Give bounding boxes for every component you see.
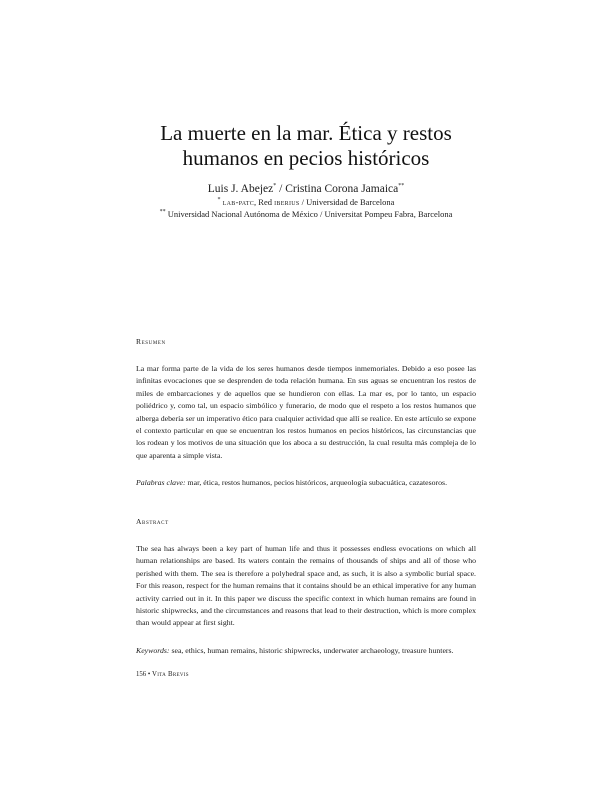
- affiliation-rest: , Red: [254, 197, 275, 207]
- footer-separator: •: [146, 671, 152, 678]
- affiliation-mark-2: **: [159, 209, 166, 216]
- keywords-label-es: Palabras clave:: [136, 478, 186, 487]
- abstract-body: The sea has always been a key part of human life and thus it possesses endless evocations on which all human relationships are based. Its waters contain the remains of thousands of ships and all of those who perished with them. The sea is therefore a polyhedral space and, as such, it is also a symbolic burial space. For this reason, respect for the human remains that it contains should be an ethical imperative for any human activity carried out in it. In this paper we discuss the specific context in which human remains are found in historic shipwrecks, and the circumstances and reasons that lead to their destruction, which is more complex than would appear at first sight.: [136, 544, 476, 628]
- author-line: [100, 182, 512, 196]
- article-title: [100, 121, 512, 171]
- affiliation-network: iberius: [274, 197, 300, 207]
- resumen-body: La mar forma parte de la vida de los seres humanos desde tiempos inmemoriales. Debido a eso posee las infinitas evocaciones que se desprenden de toda relación humana. En sus aguas se encuentran los restos de miles de embarcaciones y de aquellos que se hundieron con ellas. La mar es, por lo tanto, un espacio poliédrico y, como tal, un espacio simbólico y funerario, de modo que el respeto a los restos humanos que alberga debería ser un imperativo ético para cualquier actividad que allí se realice. En este artículo se expone el contexto particular en que se encuentran los restos humanos en pecios históricos, las circunstancias que los rodean y los motivos de una situación que los aboca a su destrucción, la cual resulta más compleja de lo que aparenta a simple vista.: [136, 364, 476, 460]
- author-name-1: Luis J. Abejez: [207, 183, 274, 195]
- affiliation-2-text: Universidad Nacional Autónoma de México / Universitat Pompeu Fabra, Barcelona: [167, 209, 453, 219]
- author-name-2: Cristina Corona Jamaica: [285, 183, 399, 195]
- author-mark-2: **: [398, 183, 405, 190]
- resumen-heading: Resumen: [136, 337, 166, 346]
- affiliation-2: [60, 209, 552, 220]
- journal-name: Vita Brevis: [151, 671, 189, 678]
- keywords-list-es: mar, ética, restos humanos, pecios históricos, arqueología subacuática, cazatesoros.: [185, 478, 448, 487]
- abstract-heading: Abstract: [136, 517, 169, 526]
- affiliation-university: / Universidad de Barcelona: [299, 197, 395, 207]
- page-number: 156: [136, 671, 147, 678]
- affiliation-org: lab-patc: [222, 197, 255, 207]
- keywords-label-en: Keywords:: [136, 646, 170, 655]
- affiliation-1: [60, 197, 552, 208]
- abstract-keywords: [136, 645, 496, 657]
- resumen-keywords: [136, 477, 496, 489]
- author-mark-1: *: [273, 183, 277, 190]
- author-separator: /: [276, 183, 286, 195]
- title-line-2: humanos en pecios históricos: [182, 146, 430, 170]
- keywords-list-en: sea, ethics, human remains, historic shipwrecks, underwater archaeology, treasure hunters.: [169, 646, 454, 655]
- page-footer: [136, 670, 189, 680]
- title-line-1: La muerte en la mar. Ética y restos: [160, 121, 452, 145]
- affiliation-mark-1: *: [217, 197, 221, 204]
